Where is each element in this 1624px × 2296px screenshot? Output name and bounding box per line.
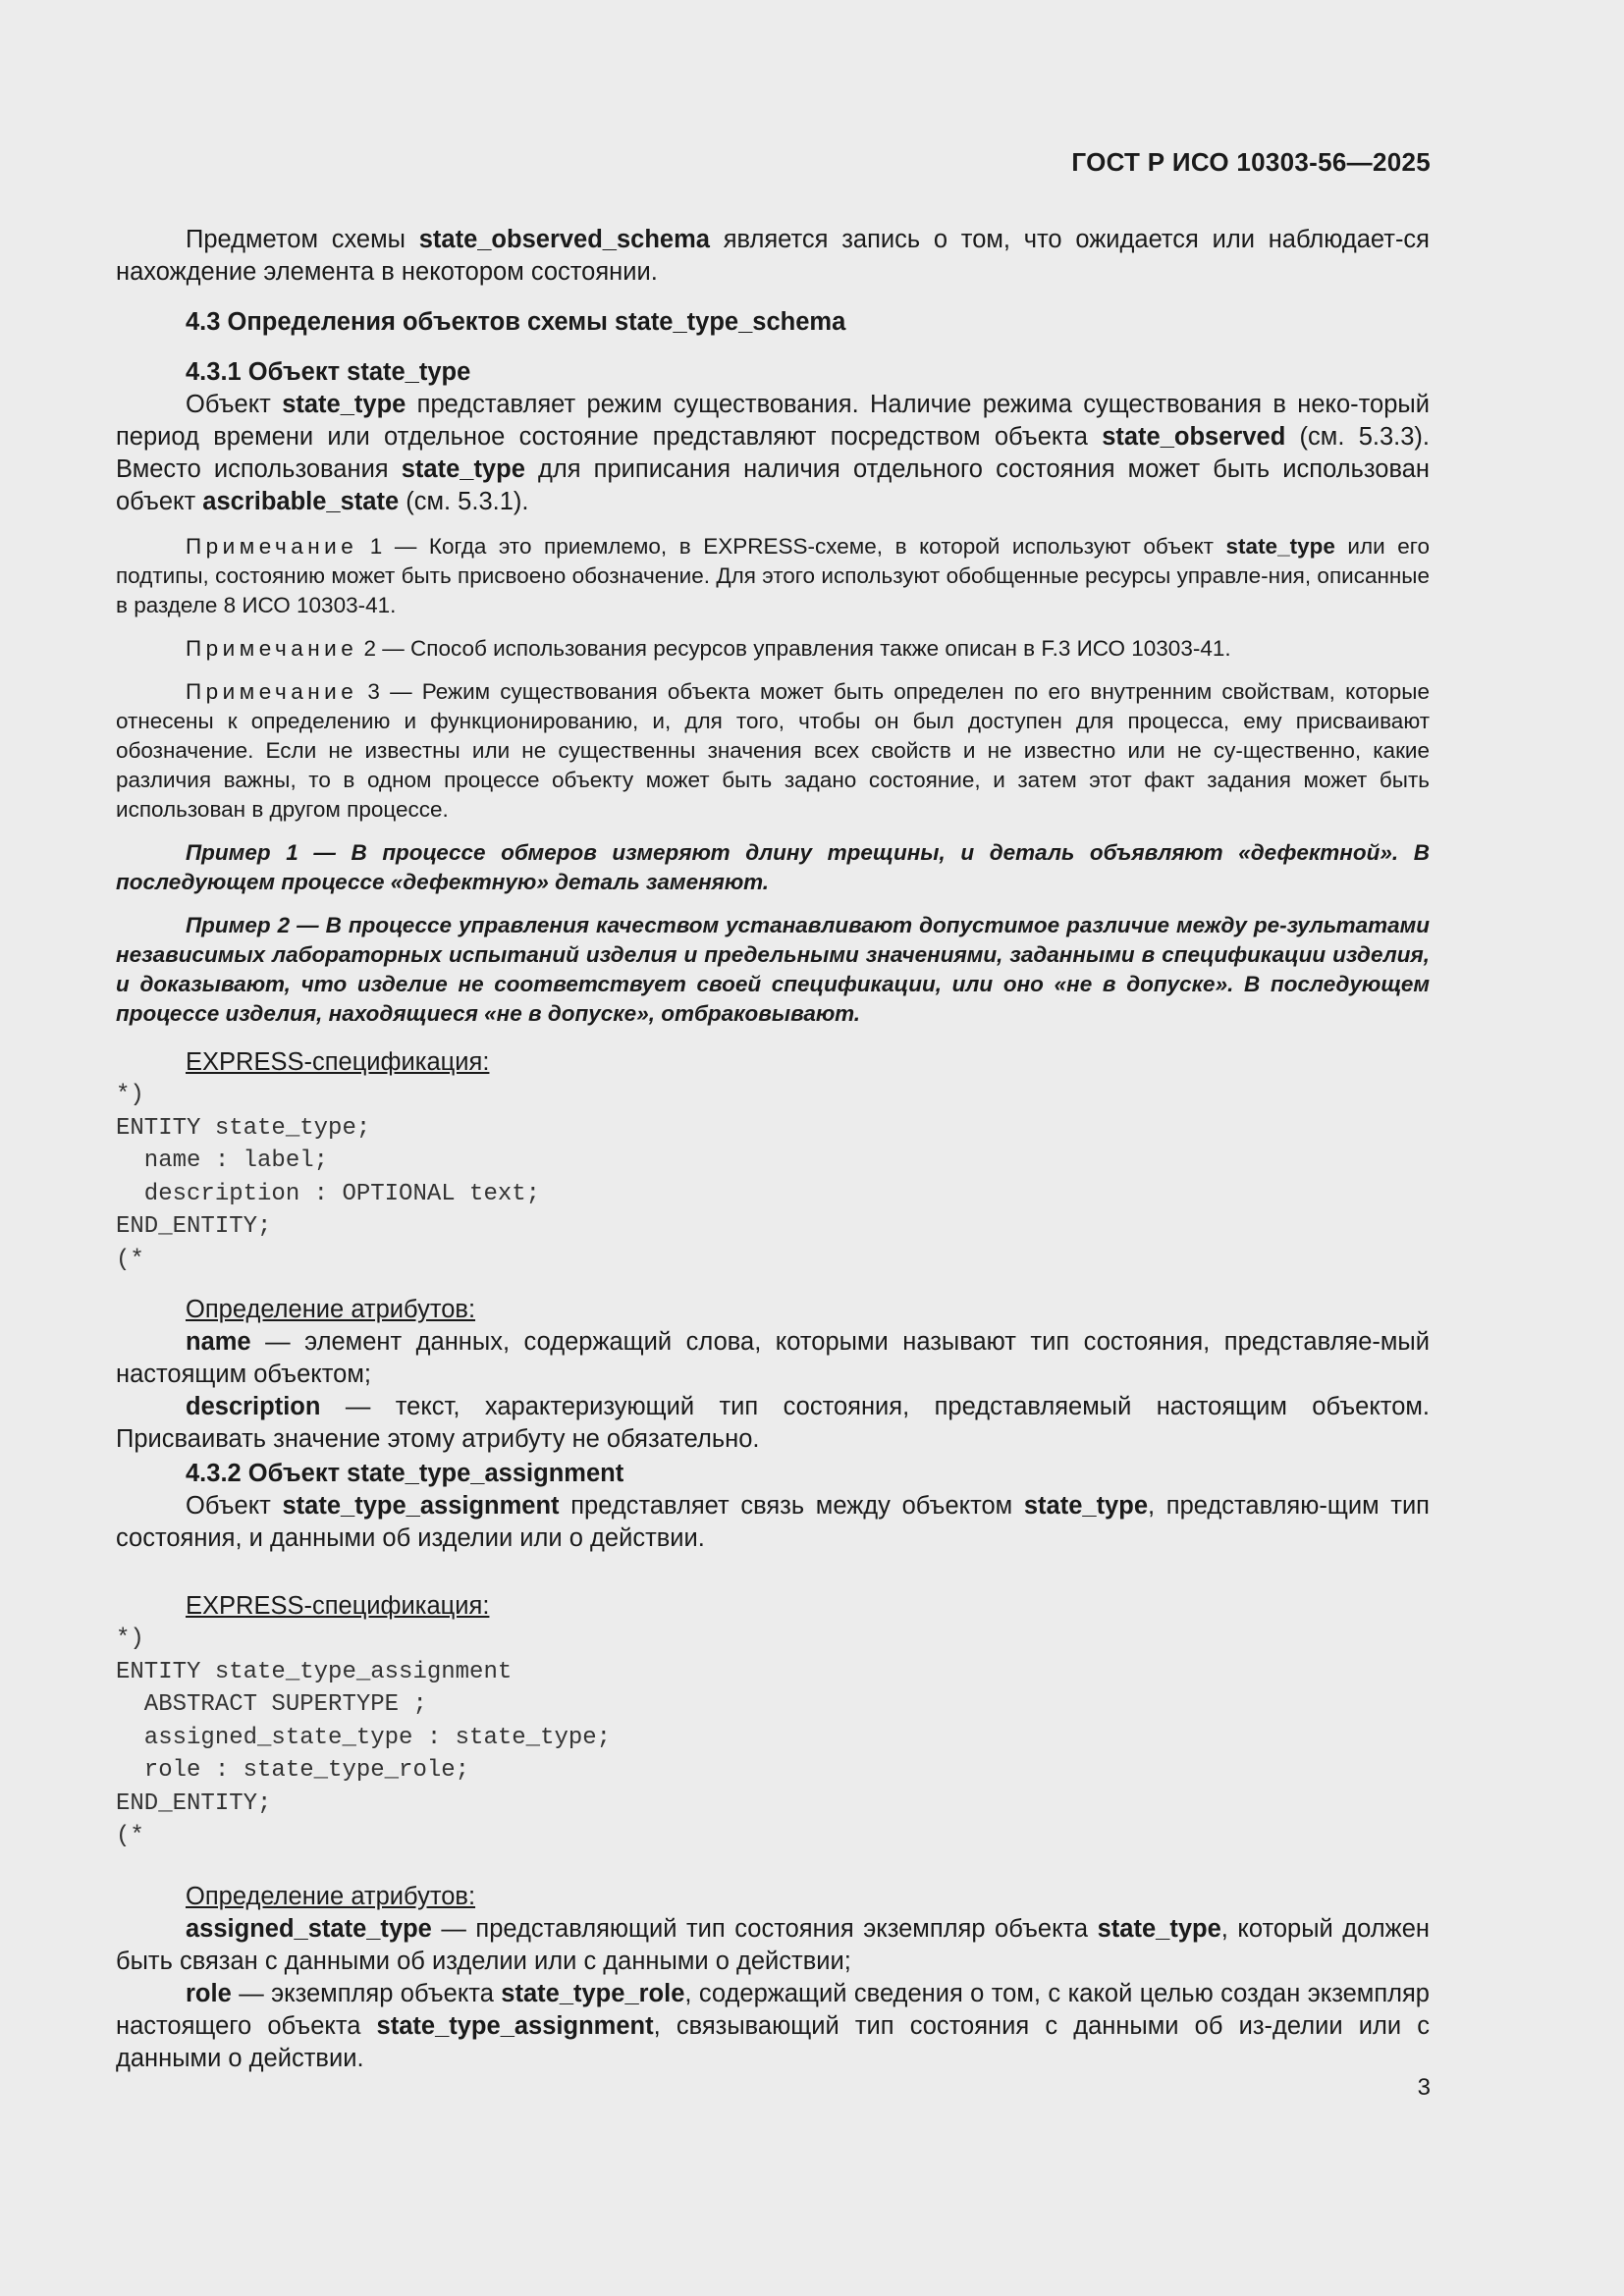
term: state_type [401,455,525,483]
text: Объект [186,391,283,418]
text: — элемент данных, содержащий слова, которыми называют тип состояния, представляе-мый настоящим объектом; [116,1328,1430,1388]
attr-assigned-state-type-definition [116,1913,1430,1978]
section-heading-4-3-2: 4.3.2 Объект state_type_assignment [186,1460,624,1487]
term: name [186,1328,251,1356]
note-label: Примечание [186,679,358,704]
text: , представляю-щим тип состояния, и данными об изделии или о действии. [116,1492,1430,1552]
text: — текст, характеризующий тип состояния, представляемый настоящим объектом. Присваивать значение этому атрибуту не обязательно. [116,1393,1430,1453]
term: state_type_assignment [282,1492,560,1520]
term: assigned_state_type [186,1914,432,1943]
section-heading-4-3-1: 4.3.1 Объект state_type [186,358,471,386]
section-heading-4-3: 4.3 Определения объектов схемы state_type_schema [186,308,846,336]
note-3 [116,677,1430,825]
text: Объект [186,1492,283,1520]
attr-role-definition [116,1978,1430,2075]
attr-name-definition [116,1326,1430,1391]
state-type-description [116,389,1430,518]
term: state_observed [1102,423,1286,451]
text: , который должен быть связан с данными об изделии или с данными о действии; [116,1914,1430,1975]
attr-description-definition [116,1391,1430,1456]
attribute-definitions-label-2: Определение атрибутов: [186,1882,476,1910]
term: state_type [282,391,406,418]
note-number: 2 — [357,636,411,661]
text: Режим существования объекта может быть определен по его внутренним свойствам, которые отнесены к определению и функционированию, и, для того, чтобы он был доступен для процесса, ему присваивают обозначение. Если не известны или не существенны значения всех свойств и не известно или не су-щественно, какие различия важны, то в одном процессе объекту может быть задано состояние, и затем этот факт задания может быть использован в другом процессе. [116,679,1430,822]
text: , связывающий тип состояния с данными об из-делии или с данными о действии. [116,2011,1430,2072]
text: — представляющий тип состояния экземпляр объекта [431,1914,1098,1943]
term: role [186,1979,232,2007]
express-spec-label-1: EXPRESS-спецификация: [186,1048,490,1076]
text: (см. 5.3.1). [399,488,529,515]
assignment-description [116,1490,1430,1555]
attribute-definitions-label-1: Определение атрибутов: [186,1296,476,1323]
text: является запись о том, что ожидается или наблюдает-ся нахождение элемента в некотором состоянии. [116,226,1430,286]
term: ascribable_state [202,488,400,515]
term: state_observed_schema [418,226,710,253]
note-number: 3 — [357,679,422,704]
text: Способ использования ресурсов управления также описан в F.3 ИСО 10303-41. [410,636,1231,661]
text: (см. 5.3.3). Вместо использования [116,423,1430,483]
text: , содержащий сведения о том, с какой целью создан экземпляр настоящего объекта [116,1979,1430,2040]
note-number: 1 — [357,534,429,559]
express-code-state-type: *) ENTITY state_type; name : label; description : OPTIONAL text; END_ENTITY; (* [116,1082,541,1273]
term: state_type [1225,534,1335,559]
example-2: Пример 2 — В процессе управления качеством устанавливают допустимое различие между ре-зультатами независимых лабораторных испытаний изделия и предельными значениями, заданными в спецификации изделия, и доказывают, что изделие не соответствует своей спецификации, или оно «не в допуске». В последующем процессе изделия, находящиеся «не в допуске», отбраковывают. [116,913,1430,1026]
note-2 [116,634,1430,664]
page-content [116,224,1430,2075]
note-1 [116,532,1430,620]
text: Предметом схемы [186,226,419,253]
text: Когда это приемлемо, в EXPRESS-схеме, в которой используют объект [428,534,1226,559]
term: description [186,1393,321,1420]
text: представляет связь между объектом [559,1492,1024,1520]
text: для приписания наличия отдельного состояния может быть использован объект [116,455,1430,515]
note-label: Примечание [186,636,358,661]
term: state_type_assignment [376,2011,654,2040]
intro-paragraph [116,224,1430,289]
document-header: ГОСТ Р ИСО 10303-56—2025 [1071,147,1431,177]
page-number: 3 [1417,2074,1431,2101]
text: или его подтипы, состоянию может быть присвоено обозначение. Для этого используют обобщенные ресурсы управле-ния, описанные в разделе 8 ИСО 10303-41. [116,534,1430,617]
express-code-state-type-assignment: *) ENTITY state_type_assignment ABSTRACT SUPERTYPE ; assigned_state_type : state_type; role : state_type_role; END_ENTITY; (* [116,1626,612,1849]
express-spec-label-2: EXPRESS-спецификация: [186,1592,490,1620]
example-1: Пример 1 — В процессе обмеров измеряют длину трещины, и деталь объявляют «дефектной». В последующем процессе «дефектную» деталь заменяют. [116,840,1430,894]
text: представляет режим существования. Наличие режима существования в неко-торый период времени или отдельное состояние представляют посредством объекта [116,391,1430,451]
term: state_type_role [501,1979,685,2007]
note-label: Примечание [186,534,358,559]
text: — экземпляр объекта [231,1979,502,2007]
term: state_type [1097,1914,1221,1943]
term: state_type [1023,1492,1149,1520]
